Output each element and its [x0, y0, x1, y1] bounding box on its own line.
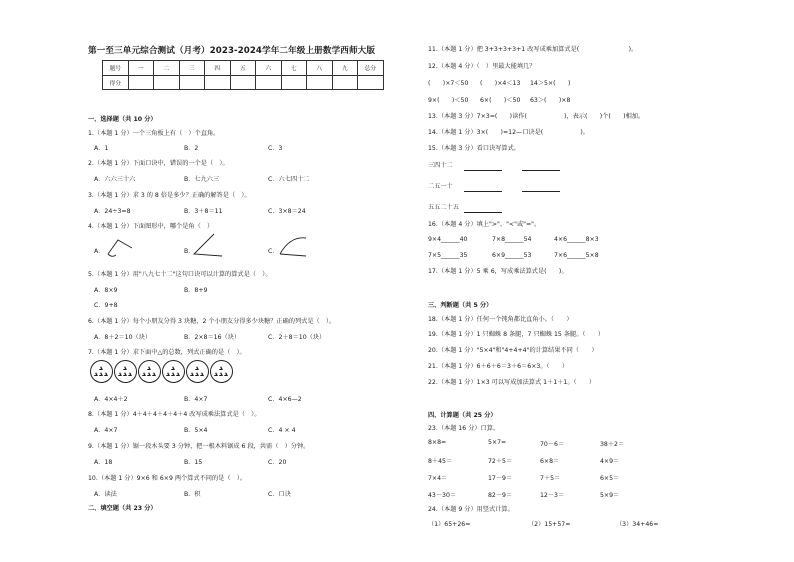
score-row-label: 得分: [103, 75, 129, 90]
calc-item[interactable]: 5×7=: [488, 439, 507, 446]
q3-option-a[interactable]: A．24÷3=8: [94, 208, 131, 215]
question-22: 22.（本题 1 分）1×3 可以写成加法算式 1＋1＋1。（ ）: [428, 379, 596, 386]
q3-option-b[interactable]: B．3＋8＝11: [184, 208, 223, 215]
q12-blank[interactable]: 14＞5×( ): [530, 80, 571, 87]
calc-item[interactable]: 8×8=: [428, 439, 447, 446]
question-9: 9.（本题 1 分）锯一段木头要 3 分钟，把一根木料锯成 6 段，共需（ ）分钟。: [88, 443, 310, 450]
q6-option-b[interactable]: B．2×8＝16（块）: [184, 334, 241, 341]
score-cell[interactable]: [230, 75, 256, 90]
score-cell[interactable]: [256, 75, 282, 90]
circle-of-triangles: [186, 360, 209, 383]
calc-item[interactable]: 72＋5＝: [488, 458, 513, 465]
score-table: [102, 60, 384, 90]
q2-option-a[interactable]: A．六六三十六: [94, 176, 136, 183]
question-8: 8.（本题 1 分）4＋4＋4＋4＋4＋4 改写成乘法算式是（ ）。: [88, 411, 261, 418]
q8-option-c[interactable]: C．4 × 4: [268, 427, 296, 434]
q24-item[interactable]: （2）15+57=: [528, 521, 571, 528]
question-11: 11.（本题 1 分）把 3+3+3+3+1 改写成乘加算式是( )。: [428, 46, 638, 53]
q1-option-c[interactable]: C．3: [268, 145, 283, 152]
circle-of-triangles: [90, 360, 113, 383]
q4-option-b[interactable]: B．: [184, 248, 195, 255]
calc-item[interactable]: 4×9＝: [600, 458, 620, 465]
q16-compare[interactable]: 6×9______53: [492, 252, 532, 259]
score-header-cell: 一: [128, 61, 154, 76]
q15-item-label: 三四十二: [428, 162, 453, 169]
section-heading-calc: 四、计算题（共 25 分）: [428, 412, 497, 419]
calc-item[interactable]: 6×8＝: [540, 458, 560, 465]
q1-option-a[interactable]: A．1: [94, 145, 109, 152]
q4-figure-a-icon: [106, 234, 136, 260]
score-cell[interactable]: [128, 75, 154, 90]
question-6: 6.（本题 1 分）每个小朋友分得 3 块糖，2 个小朋友分得多少块糖？正确的列式是（ ）。: [88, 318, 336, 325]
score-cell[interactable]: [205, 75, 231, 90]
q2-option-b[interactable]: B．七九六三: [184, 176, 220, 183]
section-heading-judge: 三、判断题（共 5 分）: [428, 302, 493, 309]
q12-blank[interactable]: 6×( )＜50: [480, 97, 521, 104]
q16-compare[interactable]: 7×6______5×8: [554, 252, 599, 259]
q12-blank[interactable]: ( )×4＜13: [480, 80, 521, 87]
q4-figure-b-icon: [192, 232, 224, 260]
q24-item[interactable]: （3）34+46=: [616, 521, 659, 528]
calc-item[interactable]: 82－9＝: [488, 492, 513, 499]
question-20: 20.（本题 1 分）"5×4"和"4+4+4"的计算结果不同（ ）: [428, 347, 598, 354]
q1-option-b[interactable]: B．2: [184, 145, 199, 152]
q5-option-b[interactable]: B．8+9: [184, 287, 208, 294]
q10-option-b[interactable]: B．积: [184, 491, 201, 498]
q16-compare[interactable]: 9×4______40: [428, 236, 468, 243]
circle-of-triangles: [210, 360, 233, 383]
score-header-cell: 二: [154, 61, 180, 76]
calc-item[interactable]: 5×9＝: [600, 492, 620, 499]
question-3: 3.（本题 1 分）求 3 的 8 倍是多少？正确的解答是（ ）。: [88, 192, 251, 199]
calc-item[interactable]: 7×4＝: [428, 475, 448, 482]
q6-option-a[interactable]: A．8＋2＝10（块）: [94, 334, 152, 341]
q10-option-a[interactable]: A．读法: [94, 491, 117, 498]
question-16: 16.（本题 4 分）填上">"、"<"或"="。: [428, 221, 541, 228]
question-13: 13.（本题 3 分）7×3=( )读作( )，表示( )个( )相加。: [428, 113, 645, 120]
question-4: 4.（本题 1 分）下面图形中，哪个是角（ ）: [88, 223, 214, 230]
question-17: 17.（本题 1 分）5 乘 6，写成乘法算式是( )。: [428, 268, 568, 275]
q12-blank[interactable]: 63＞( )×8: [530, 97, 571, 104]
question-12: 12.（本题 4 分）（ ）里最大能填几？: [428, 63, 536, 70]
q7-figure: [90, 360, 290, 384]
q15-item-label: 二五一十: [428, 183, 453, 190]
circle-of-triangles: [162, 360, 185, 383]
calc-item[interactable]: 7＋5＝: [540, 475, 561, 482]
score-cell[interactable]: [179, 75, 205, 90]
q5-option-c[interactable]: C．9+8: [94, 302, 118, 309]
q24-item[interactable]: （1）65+26=: [428, 521, 471, 528]
q15-item-label: 五五二十五: [428, 204, 459, 211]
score-cell[interactable]: [154, 75, 180, 90]
circle-of-triangles: [114, 360, 137, 383]
q8-option-b[interactable]: B．5×4: [184, 427, 208, 434]
question-18: 18.（本题 1 分）任何一个钝角都比直角小。（ ）: [428, 316, 573, 323]
q4-figure-c-icon: [278, 232, 310, 258]
score-header-cell: 八: [307, 61, 333, 76]
q7-option-a[interactable]: A．4×4＋2: [94, 396, 128, 403]
calc-item[interactable]: 70－6＝: [540, 441, 565, 448]
question-10: 10.（本题 1 分）9×6 和 6×9 两个算式不同的是（ ）。: [88, 475, 247, 482]
q9-option-b[interactable]: B．15: [184, 459, 203, 466]
score-header-cell: 题号: [103, 61, 129, 76]
question-14: 14.（本题 1 分）3×( )=12—口诀是( )。: [428, 129, 589, 136]
section-heading-choice: 一、选择题（共 10 分）: [88, 116, 157, 123]
question-15: 15.（本题 3 分）看口诀写算式。: [428, 145, 520, 152]
calc-item[interactable]: 8＋45＝: [428, 458, 453, 465]
q10-option-c[interactable]: C．口诀: [268, 491, 291, 498]
score-header-cell: 总分: [358, 61, 384, 76]
q9-option-a[interactable]: A．18: [94, 459, 113, 466]
q2-option-c[interactable]: C．六七四十二: [268, 176, 310, 183]
right-column: [426, 0, 726, 562]
score-table-score-row: [103, 75, 384, 90]
score-header-cell: 五: [230, 61, 256, 76]
question-21: 21.（本题 1 分）6＋6＋6＝3＋6＝6×3。（ ）: [428, 363, 569, 370]
page-title: 第一至三单元综合测试（月考）2023-2024学年二年级上册数学西师大版: [88, 46, 376, 56]
q4-option-a[interactable]: A．: [94, 248, 105, 255]
score-header-cell: 四: [205, 61, 231, 76]
q4-option-c[interactable]: C．: [268, 248, 279, 255]
q5-option-a[interactable]: A．8×9: [94, 287, 118, 294]
question-24: 24.（本题 9 分）用竖式计算。: [428, 506, 514, 513]
q12-blank[interactable]: ( )×7＜50: [428, 80, 469, 87]
calc-item[interactable]: 6×5＝: [600, 475, 620, 482]
score-header-cell: 三: [179, 61, 205, 76]
score-table-header-row: [103, 61, 384, 76]
q6-option-c[interactable]: C．2＋8＝10（块）: [268, 334, 326, 341]
question-7: 7.（本题 1 分）求下面中△的总数，列式正确的是（ ）。: [88, 349, 246, 356]
score-cell[interactable]: [358, 75, 384, 90]
question-2: 2.（本题 1 分）下面口诀中，错误的一个是（ ）。: [88, 160, 229, 167]
left-column: [80, 0, 402, 562]
question-1: 1.（本题 1 分）一个三角板上有（ ）个直角。: [88, 130, 220, 137]
q7-option-b[interactable]: B．4×7: [184, 396, 208, 403]
score-header-cell: 九: [332, 61, 358, 76]
calc-item[interactable]: 43－30＝: [428, 492, 457, 499]
score-cell[interactable]: [281, 75, 307, 90]
score-cell[interactable]: [307, 75, 333, 90]
circle-of-triangles: [138, 360, 161, 383]
score-cell[interactable]: [332, 75, 358, 90]
q16-compare[interactable]: 7×5______35: [428, 252, 468, 259]
score-header-cell: 六: [256, 61, 282, 76]
question-23: 23.（本题 16 分）口算。: [428, 425, 500, 432]
calc-item[interactable]: 17－9＝: [488, 475, 513, 482]
q7-option-c[interactable]: C．4×6—2: [268, 396, 302, 403]
calc-item[interactable]: 12－3＝: [540, 492, 565, 499]
q9-option-c[interactable]: C．20: [268, 459, 287, 466]
q16-compare[interactable]: 7×8______54: [492, 236, 532, 243]
question-5: 5.（本题 1 分）用"八九七十二"这句口诀可以计算的算式是（ ）。: [88, 271, 272, 278]
q12-blank[interactable]: 9×( )＜50: [428, 97, 469, 104]
q8-option-a[interactable]: A．4×7: [94, 427, 118, 434]
score-header-cell: 七: [281, 61, 307, 76]
q16-compare[interactable]: 4×6______8×3: [554, 236, 599, 243]
section-heading-fill: 二、填空题（共 23 分）: [88, 505, 157, 512]
question-19: 19.（本题 1 分）1 只蜘蛛 8 条腿，7 只蜘蛛 15 条腿。（ ）: [428, 331, 605, 338]
calc-item[interactable]: 38＋2＝: [600, 441, 625, 448]
q3-option-c[interactable]: C．3×8＝24: [268, 208, 306, 215]
